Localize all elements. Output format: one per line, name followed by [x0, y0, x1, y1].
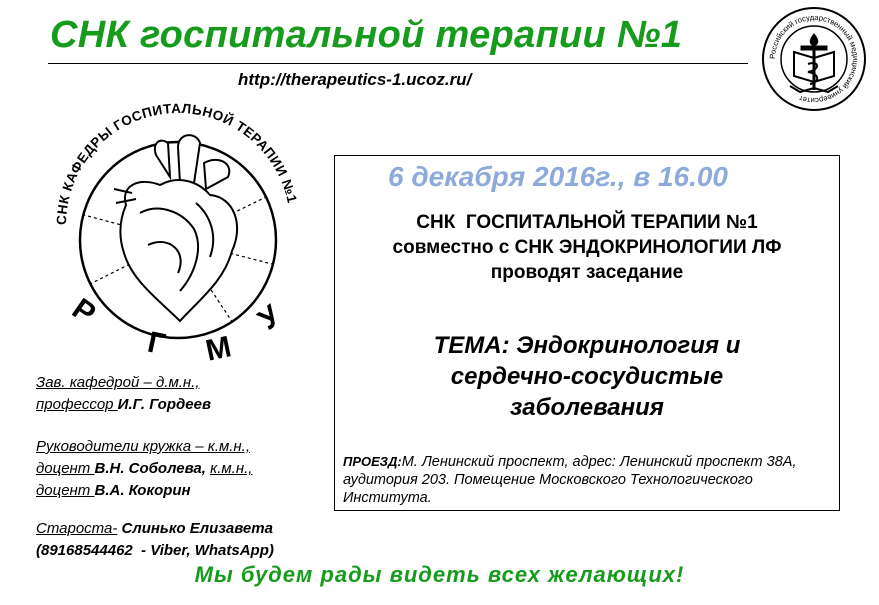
route-text: М. Ленинский проспект, адрес: Ленинский проспект 38А, аудитория 203. Помещение Московского Технологического Института.	[343, 454, 797, 506]
topic-line: ТЕМА: Эндокринология и	[433, 332, 741, 359]
event-date: 6 декабря 2016г., в 16.00	[388, 161, 729, 192]
site-url[interactable]: http://therapeutics-1.ucoz.ru/	[238, 70, 472, 89]
leader1-name: В.Н. Соболева,	[94, 460, 206, 477]
leader2-name: В.А. Кокорин	[94, 482, 191, 499]
org-line: совместно с СНК ЭНДОКРИНОЛОГИИ ЛФ	[392, 237, 782, 258]
contact-phone: (89168544462 - Viber, WhatsApp)	[36, 542, 274, 559]
directions	[343, 453, 833, 507]
emblem-ring-text: СНК КАФЕДРЫ ГОСПИТАЛЬНОЙ ТЕРАПИИ №1	[53, 100, 300, 226]
title-underline	[48, 63, 748, 64]
topic-line: сердечно-сосудистые	[450, 363, 724, 390]
club-leaders	[36, 436, 252, 502]
org-line: СНК ГОСПИТАЛЬНОЙ ТЕРАПИИ №1	[416, 212, 758, 233]
topic-line: заболевания	[510, 394, 664, 421]
starosta-label: Староста-	[36, 520, 118, 537]
starosta	[36, 518, 274, 562]
university-seal-icon	[760, 6, 868, 112]
leaders-role: Руководители кружка – к.м.н.,	[36, 438, 251, 455]
starosta-name: Слинько Елизавета	[117, 520, 273, 537]
welcome-message: Мы будем рады видеть всех желающих!	[194, 562, 685, 587]
heart-emblem-icon	[28, 85, 328, 370]
organizers	[334, 210, 840, 285]
route-label: ПРОЕЗД:	[343, 454, 402, 469]
emblem-letter-g: Г	[144, 325, 169, 362]
org-line: проводят заседание	[490, 262, 684, 283]
leader1-degree: к.м.н.,	[210, 460, 253, 477]
emblem-letter-u: У	[252, 299, 288, 337]
head-role: Зав. кафедрой – д.м.н.,	[36, 374, 200, 391]
head-of-department	[36, 372, 211, 416]
head-name: И.Г. Гордеев	[117, 396, 212, 413]
emblem-letter-r: Р	[66, 292, 102, 331]
head-title: профессор	[36, 396, 118, 413]
leader1-title: доцент	[36, 460, 95, 477]
page-title: СНК госпитальной терапии №1	[50, 14, 683, 56]
emblem-letter-m: М	[202, 330, 235, 368]
topic	[334, 330, 840, 423]
seal-ring-text: Российский государственный медицинский университет	[767, 12, 861, 106]
leader2-title: доцент	[36, 482, 95, 499]
